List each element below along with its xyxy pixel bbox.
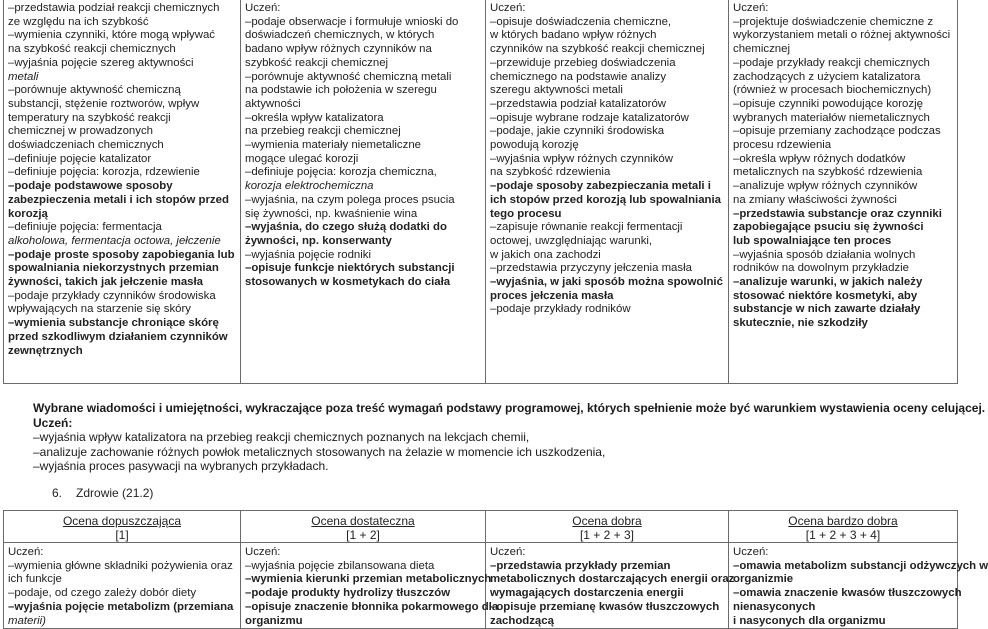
text-line: –omawia metabolizm substancji odżywczych w bbox=[733, 559, 988, 572]
text-line: materii) bbox=[8, 614, 46, 627]
text-line: doświadczeniach chemicznych bbox=[8, 139, 164, 152]
text-line: nienasyconych bbox=[733, 600, 816, 613]
text-line: –podaje przykłady czynników środowiska bbox=[8, 289, 216, 302]
table-cell-col-2 bbox=[241, 0, 486, 384]
text-line: –porównuje aktywność chemiczną bbox=[8, 84, 181, 97]
requirements-table-health bbox=[3, 510, 988, 629]
text-line: wybranych materiałów niemetalicznych bbox=[733, 111, 930, 124]
text-line: –podaje sposoby zabezpieczania metali i bbox=[490, 180, 711, 193]
text-line: –opisuje przemiany zachodzące podczas bbox=[733, 125, 941, 138]
table-cell-col-4 bbox=[729, 543, 988, 629]
text-line: wpływających na starzenie się skóry bbox=[8, 303, 191, 316]
text-line: na przebieg reakcji chemicznej bbox=[245, 125, 401, 138]
text-line: Uczeń: bbox=[733, 2, 769, 14]
text-line: –przedstawia podział reakcji chemicznych bbox=[8, 2, 220, 14]
text-line: –wyjaśnia proces pasywacji na wybranych przykładach. bbox=[33, 459, 329, 473]
text-line: substancji, stężenie roztworów, wpływ bbox=[8, 97, 200, 110]
text-line: –określa wpływ katalizatora bbox=[245, 111, 384, 124]
text-line: stosować niektóre kosmetyki, aby bbox=[733, 289, 918, 302]
text-line: –określa wpływ różnych dodatków bbox=[733, 152, 906, 165]
text-line: w których badano wpływ różnych bbox=[490, 29, 657, 42]
text-line: rodników na dowolnym przykładzie bbox=[733, 262, 910, 275]
text-line: chemicznej bbox=[733, 43, 790, 56]
grade-header-1 bbox=[4, 511, 241, 543]
text-line: tego procesu bbox=[490, 207, 562, 220]
text-line: –opisuje czynniki powodujące korozję bbox=[733, 97, 923, 110]
text-line: temperatury na szybkość reakcji bbox=[8, 111, 171, 124]
text-line: korozją bbox=[8, 207, 48, 220]
text-line: –porównuje aktywność chemiczną metali bbox=[245, 70, 452, 83]
text-line: Uczeń: bbox=[733, 546, 769, 558]
table-cell-col-3 bbox=[486, 543, 735, 629]
grade-header-2 bbox=[241, 511, 486, 543]
text-line: czynników na szybkość reakcji chemicznej bbox=[490, 43, 705, 56]
text-line: –wymienia główne składniki pożywienia oraz bbox=[8, 559, 233, 572]
table-cell-col-1 bbox=[4, 543, 241, 629]
table-cell-col-1 bbox=[4, 0, 241, 384]
text-line: przed szkodliwym działaniem czynników bbox=[8, 330, 228, 343]
text-line: żywności, takich jak jełczenie masła bbox=[8, 276, 204, 289]
text-line: –opisuje funkcje niektórych substancji bbox=[245, 262, 455, 275]
grade-header-3 bbox=[486, 511, 729, 543]
text-line: powodują korozję bbox=[490, 139, 579, 152]
text-line: na szybkość rdzewienia bbox=[490, 166, 611, 179]
table-row bbox=[4, 0, 958, 384]
text-line: –definiuje pojęcia: korozja chemiczna, bbox=[245, 166, 437, 179]
text-line: –wyjaśnia pojęcie szereg aktywności bbox=[8, 56, 194, 69]
grade-points: [1] bbox=[115, 528, 129, 542]
text-line: –przedstawia przykłady przemian bbox=[490, 559, 671, 572]
text-line: –opisuje doświadczenia chemiczne, bbox=[490, 15, 672, 28]
text-line: –przedstawia przyczyny jełczenia masła bbox=[490, 262, 692, 275]
section-heading-health bbox=[52, 486, 167, 500]
text-line: skutecznie, nie szkodziły bbox=[733, 317, 868, 330]
text-line: –podaje produkty hydrolizy tłuszczów bbox=[245, 587, 451, 600]
text-line: korozja elektrochemiczna bbox=[245, 180, 374, 193]
text-line: –wyjaśnia wpływ różnych czynników bbox=[490, 152, 673, 165]
text-line: alkoholowa, fermentacja octowa, jełczenie bbox=[8, 234, 221, 247]
text-line: Uczeń: bbox=[33, 415, 73, 430]
text-line: –definiuje pojęcie katalizator bbox=[8, 152, 152, 165]
text-line: ich stopów przed korozją lub spowalniania bbox=[490, 193, 722, 206]
text-line: –podaje przykłady reakcji chemicznych bbox=[733, 56, 930, 69]
text-line: lub spowalniające ten proces bbox=[733, 234, 892, 247]
grade-points: [1 + 2 + 3 + 4] bbox=[805, 528, 881, 542]
text-line: proces jełczenia masła bbox=[490, 289, 614, 302]
text-line: na podstawie ich położenia w szeregu bbox=[245, 84, 437, 97]
text-line: metali bbox=[8, 70, 39, 83]
text-line: –wyjaśnia pojęcie rodniki bbox=[245, 248, 371, 261]
excellent-grade-paragraph bbox=[33, 401, 985, 474]
text-line: –wymienia kierunki przemian metabolicznych bbox=[245, 573, 492, 586]
table-header-row bbox=[4, 511, 958, 543]
text-line: Wybrane wiadomości i umiejętności, wykraczające poza treść wymagań podstawy programowej, których spełnienie może być warunkiem wystawienia oceny celującej. bbox=[33, 401, 986, 415]
text-line: –wymienia czynniki, które mogą wpływać bbox=[8, 29, 216, 42]
text-line: –podaje podstawowe sposoby bbox=[8, 180, 173, 193]
text-line: ich funkcje bbox=[8, 573, 62, 586]
text-line: zachodzących z użyciem katalizatora bbox=[733, 70, 921, 83]
text-line: –wymienia materiały niemetaliczne bbox=[245, 139, 421, 152]
text-line: –wyjaśnia, do czego służą dodatki do bbox=[245, 221, 447, 234]
text-line: –podaje przykłady rodników bbox=[490, 303, 631, 316]
section-number: 6. bbox=[52, 486, 63, 500]
text-line: –analizuje zachowanie różnych powłok metalicznych stosowanych na żelazie w momencie ich uszkodzenia, bbox=[33, 444, 606, 459]
text-line: organizmu bbox=[245, 614, 303, 627]
text-line: chemicznego na podstawie analizy bbox=[490, 70, 667, 83]
text-line: –podaje obserwacje i formułuje wnioski do bbox=[245, 15, 459, 28]
text-line: się żywności, np. kwaśnienie wina bbox=[245, 207, 418, 220]
text-line: aktywności bbox=[245, 97, 301, 110]
table-cell-col-2 bbox=[241, 543, 499, 629]
text-line: Uczeń: bbox=[490, 546, 526, 558]
text-line: w jakich ona zachodzi bbox=[490, 248, 601, 261]
text-line: wykorzystaniem metali o różnej aktywności bbox=[733, 29, 951, 42]
text-line: –przewiduje przebieg doświadczenia bbox=[490, 56, 676, 69]
text-line: na zmiany właściwości żywności bbox=[733, 193, 897, 206]
text-line: wymagających dostarczenia energii bbox=[490, 587, 684, 600]
text-line: chemicznej w prowadzonych bbox=[8, 125, 153, 138]
text-line: –przedstawia podział katalizatorów bbox=[490, 97, 667, 110]
text-line: metalicznych na szybkość rdzewienia bbox=[733, 166, 923, 179]
text-line: –podaje, jakie czynniki środowiska bbox=[490, 125, 665, 138]
grade-title: Ocena bardzo dobra bbox=[788, 514, 898, 528]
text-line: procesu rdzewienia bbox=[733, 139, 832, 152]
text-line: –definiuje pojęcia: fermentacja bbox=[8, 221, 162, 234]
text-line: –wyjaśnia sposób działania wolnych bbox=[733, 248, 916, 261]
text-line: –opisuje wybrane rodzaje katalizatorów bbox=[490, 111, 689, 124]
text-line: substancje w nich zawarte działały bbox=[733, 303, 921, 316]
text-line: –zapisuje równanie reakcji fermentacji bbox=[490, 221, 683, 234]
text-line: –podaje proste sposoby zapobiegania lub bbox=[8, 248, 235, 261]
text-line: Uczeń: bbox=[8, 546, 44, 558]
grade-title: Ocena dostateczna bbox=[311, 514, 415, 528]
text-line: ze względu na ich szybkość bbox=[8, 15, 149, 28]
text-line: organizmie bbox=[733, 573, 794, 586]
text-line: szybkość reakcji chemicznej bbox=[245, 56, 389, 69]
grade-header-4 bbox=[729, 511, 958, 543]
text-line: –analizuje warunki, w jakich należy bbox=[733, 276, 923, 289]
text-line: –wyjaśnia wpływ katalizatora na przebieg reakcji chemicznych poznanych na lekcjach chemii, bbox=[33, 430, 530, 444]
text-line: spowalniania niekorzystnych przemian bbox=[8, 262, 219, 275]
text-line: Uczeń: bbox=[245, 546, 281, 558]
table-cell-col-3 bbox=[486, 0, 729, 384]
grade-points: [1 + 2] bbox=[346, 528, 380, 542]
text-line: –wyjaśnia pojęcie metabolizm (przemiana bbox=[8, 600, 234, 613]
text-line: szeregu aktywności metali bbox=[490, 84, 623, 97]
text-line: zewnętrznych bbox=[8, 344, 83, 357]
text-line: –opisuje przemianę kwasów tłuszczowych bbox=[490, 600, 720, 613]
section-title: Zdrowie (21.2) bbox=[76, 486, 154, 500]
text-line: metabolicznych dostarczających energii oraz bbox=[490, 573, 735, 586]
text-line: (również w procesach biochemicznych) bbox=[733, 84, 932, 97]
text-line: –analizuje wpływ różnych czynników bbox=[733, 180, 918, 193]
text-line: doświadczeń chemicznych, w których bbox=[245, 29, 435, 42]
grade-points: [1 + 2 + 3] bbox=[579, 528, 635, 542]
text-line: –wyjaśnia, na czym polega proces psucia bbox=[245, 193, 455, 206]
text-line: –omawia znaczenie kwasów tłuszczowych bbox=[733, 587, 962, 600]
grade-title: Ocena dobra bbox=[572, 514, 642, 528]
text-line: –definiuje pojęcia: korozja, rdzewienie bbox=[8, 166, 200, 179]
text-line: zabezpieczenia metali i ich stopów przed bbox=[8, 193, 229, 206]
text-line: badano wpływ różnych czynników na bbox=[245, 43, 432, 56]
text-line: –projektuje doświadczenie chemiczne z bbox=[733, 15, 934, 28]
table-row bbox=[4, 543, 958, 629]
text-line: żywności, np. konserwanty bbox=[245, 234, 392, 247]
text-line: Uczeń: bbox=[245, 2, 281, 14]
grade-title: Ocena dopuszczająca bbox=[62, 514, 182, 528]
table-cell-col-4 bbox=[729, 0, 958, 384]
text-line: mogące ulegać korozji bbox=[245, 152, 359, 165]
text-line: –opisuje znaczenie błonnika pokarmowego dla bbox=[245, 600, 499, 613]
text-line: Uczeń: bbox=[490, 2, 526, 14]
text-line: zapobiegające psuciu się żywności bbox=[733, 221, 924, 234]
text-line: –przedstawia substancje oraz czynniki bbox=[733, 207, 942, 220]
text-line: –wymienia substancje chroniące skórę bbox=[8, 317, 219, 330]
text-line: na szybkość reakcji chemicznych bbox=[8, 43, 176, 56]
requirements-table-chemistry bbox=[3, 0, 958, 384]
text-line: –wyjaśnia, w jaki sposób można spowolnić bbox=[490, 276, 723, 289]
text-line: i nasyconych dla organizmu bbox=[733, 614, 886, 627]
text-line: –wyjaśnia pojęcie zbilansowana dieta bbox=[245, 559, 435, 572]
text-line: octowej, uwzględniając warunki, bbox=[490, 234, 653, 247]
text-line: zachodzącą bbox=[490, 614, 554, 627]
text-line: stosowanych w kosmetykach do ciała bbox=[245, 276, 451, 289]
text-line: –podaje, od czego zależy dobór diety bbox=[8, 587, 197, 600]
